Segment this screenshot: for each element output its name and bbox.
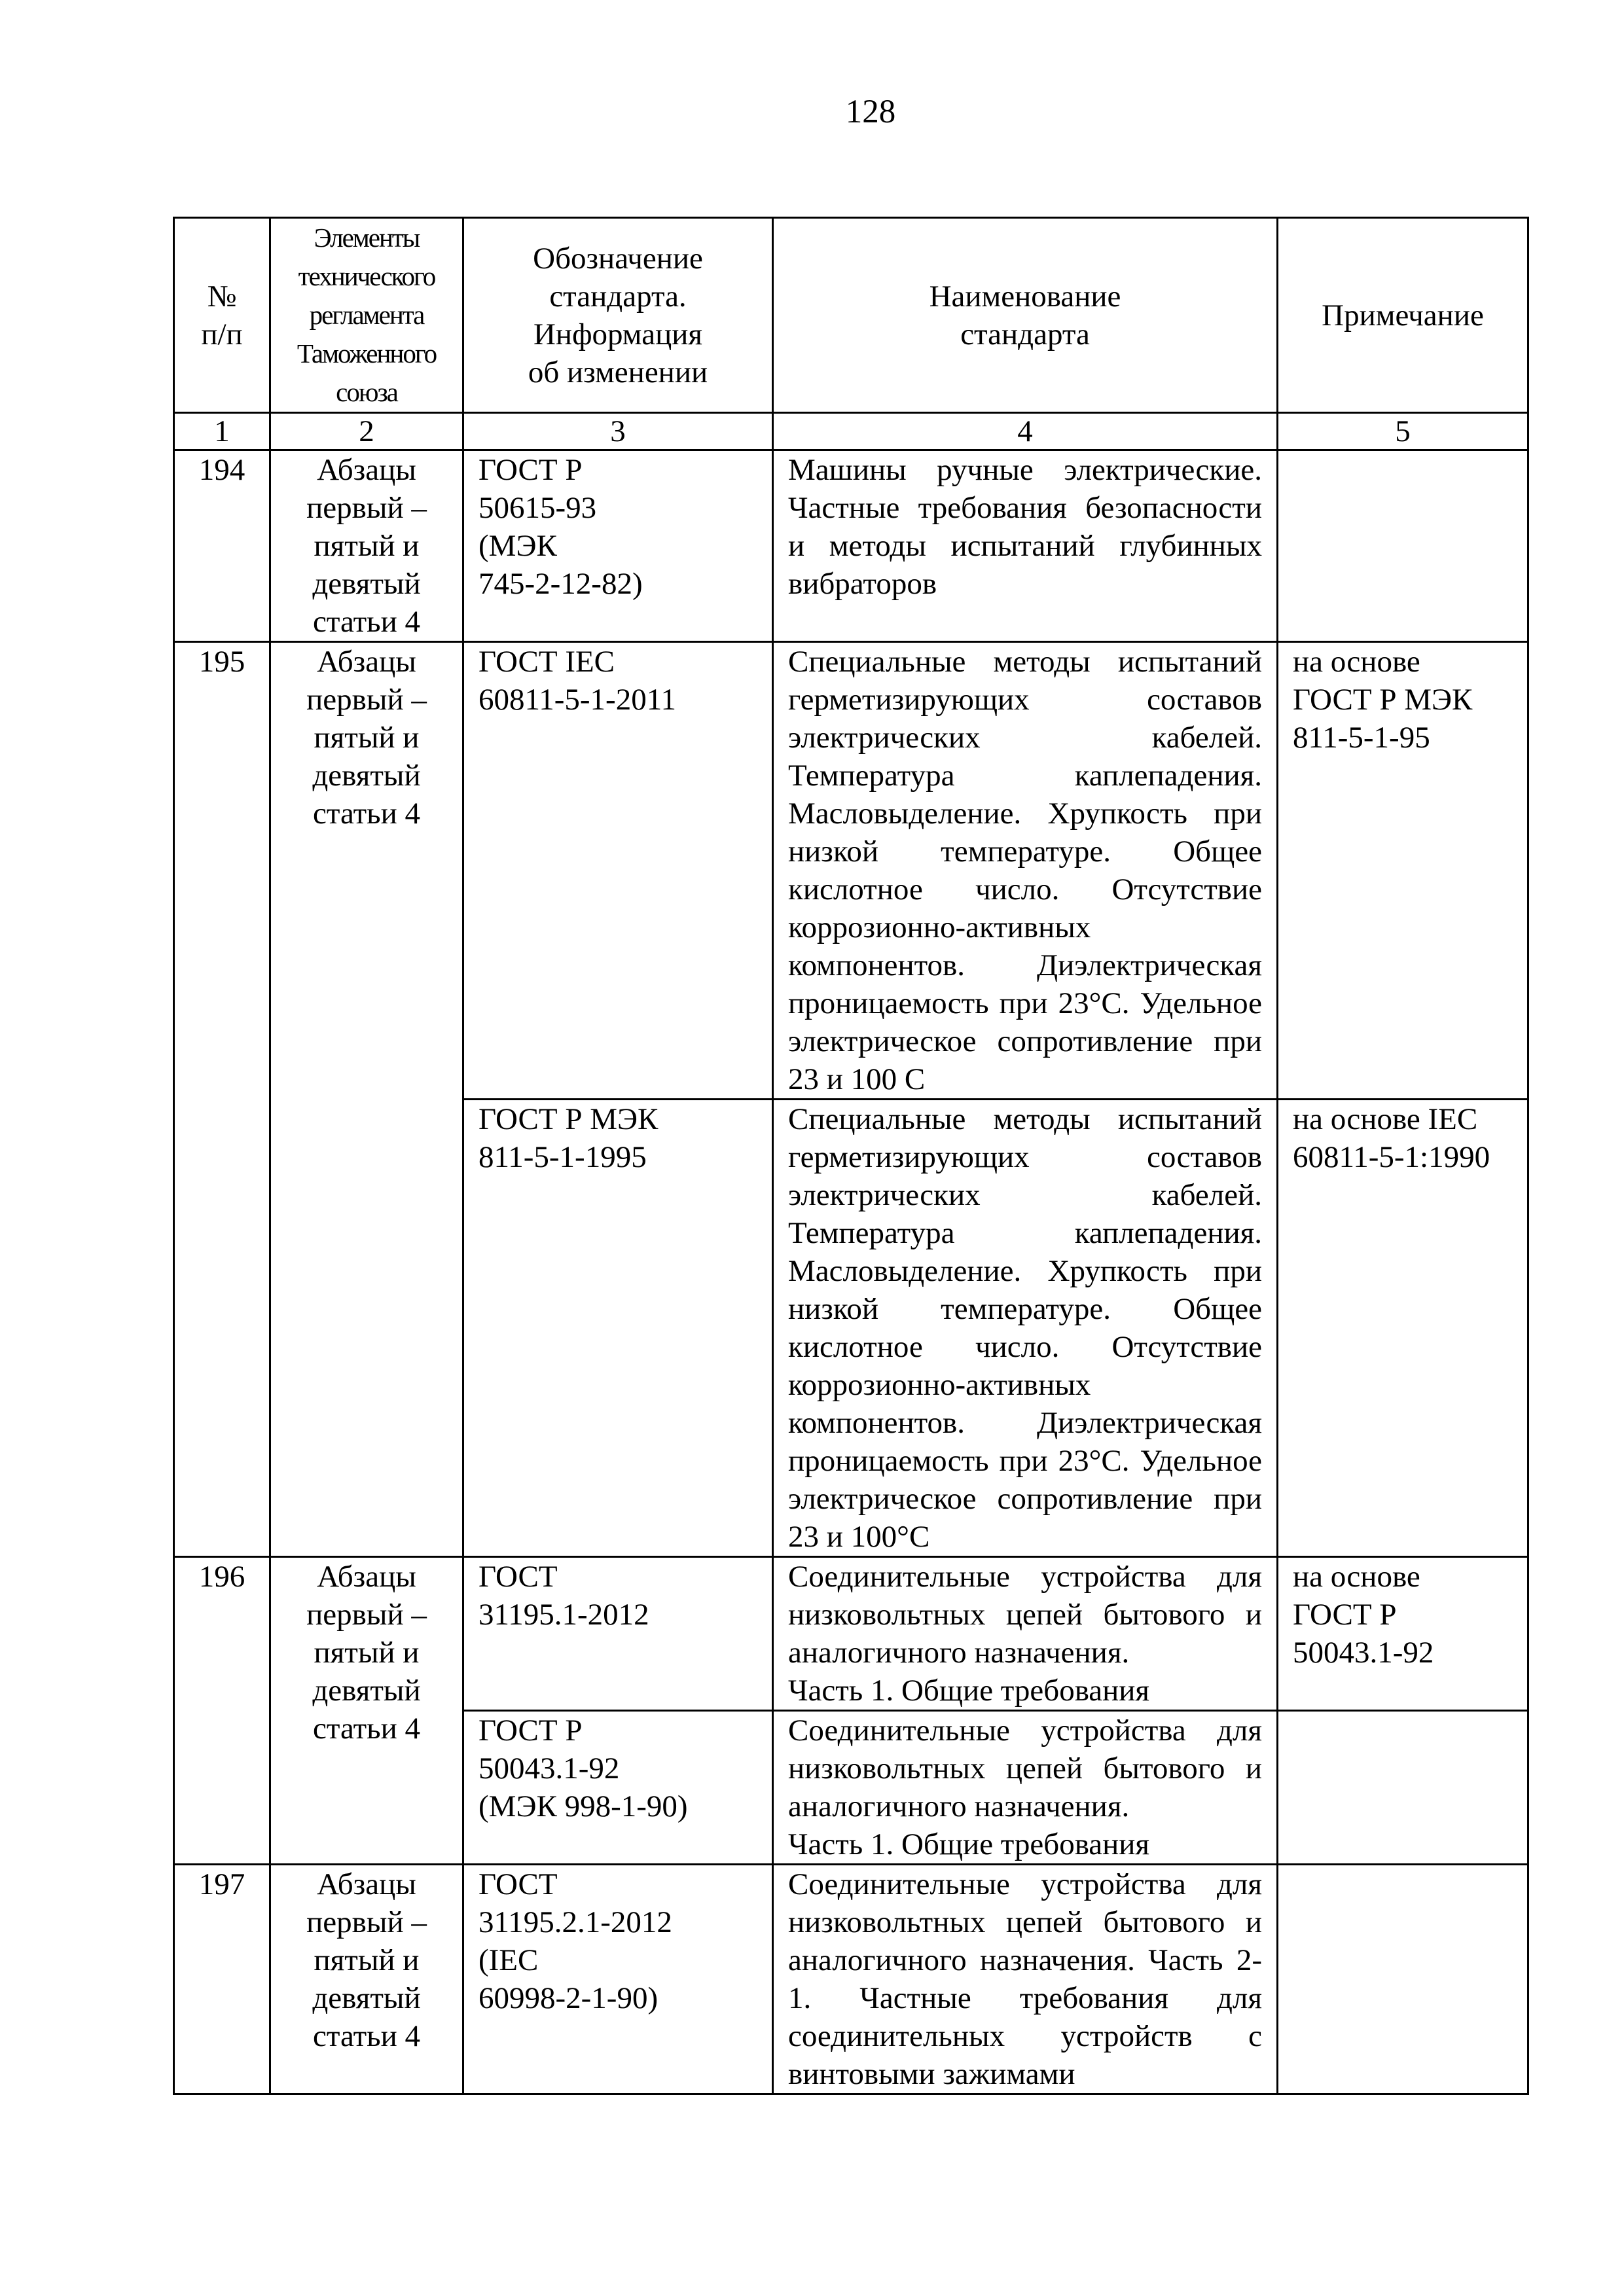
- standard-name: Машины ручные электрические. Частные требования безопасности и методы испытаний глубинных вибраторов: [773, 450, 1278, 642]
- header-designation: Обозначение стандарта. Информация об изменении: [463, 218, 773, 413]
- table-header-row: [174, 218, 1528, 413]
- table-row: [174, 450, 1528, 642]
- header-elements: Элементы технического регламента Таможенного союза: [270, 218, 463, 413]
- column-number: 1: [174, 413, 270, 450]
- row-element: Абзацы первый – пятый и девятый статьи 4: [270, 642, 463, 1557]
- row-number: 194: [174, 450, 270, 642]
- standard-name: Специальные методы испытаний герметизирующих составов электрических кабелей. Температура каплепадения. Масловыделение. Хрупкость при низкой температуре. Общее кислотное число. Отсутствие коррозионно-активных компонентов. Диэлектрическая проницаемость при 23°С. Удельное электрическое сопротивление при 23 и 100 С: [773, 642, 1278, 1100]
- column-number: 2: [270, 413, 463, 450]
- header-note: Примечание: [1278, 218, 1528, 413]
- page-number: 128: [845, 94, 896, 130]
- standard-code: ГОСТ IEC 60811-5-1-2011: [463, 642, 773, 1100]
- table-row: [174, 642, 1528, 1100]
- column-numbers-row: [174, 413, 1528, 450]
- column-number: 3: [463, 413, 773, 450]
- row-element: Абзацы первый – пятый и девятый статьи 4: [270, 1865, 463, 2094]
- standard-note: на основе ГОСТ Р МЭК 811-5-1-95: [1278, 642, 1528, 1100]
- standard-code: ГОСТ Р 50615-93 (МЭК 745-2-12-82): [463, 450, 773, 642]
- standard-note: на основе ГОСТ Р 50043.1-92: [1278, 1557, 1528, 1711]
- header-number: № п/п: [174, 218, 270, 413]
- table-row: [174, 1557, 1528, 1711]
- row-number: 196: [174, 1557, 270, 1865]
- header-standard-name: Наименование стандарта: [773, 218, 1278, 413]
- standard-note: [1278, 1865, 1528, 2094]
- standard-note: на основе IEC 60811-5-1:1990: [1278, 1100, 1528, 1557]
- row-number: 195: [174, 642, 270, 1557]
- table-row: [174, 1865, 1528, 2094]
- row-element: Абзацы первый – пятый и девятый статьи 4: [270, 450, 463, 642]
- standard-note: [1278, 450, 1528, 642]
- standards-table: [173, 217, 1529, 2095]
- standard-name: Соединительные устройства для низковольтных цепей бытового и аналогичного назначения. Часть 1. Общие требования: [773, 1711, 1278, 1865]
- row-number: 197: [174, 1865, 270, 2094]
- standard-name: Соединительные устройства для низковольтных цепей бытового и аналогичного назначения. Часть 2-1. Частные требования для соединительных устройств с винтовыми зажимами: [773, 1865, 1278, 2094]
- column-number: 4: [773, 413, 1278, 450]
- standard-code: ГОСТ Р МЭК 811-5-1-1995: [463, 1100, 773, 1557]
- standard-note: [1278, 1711, 1528, 1865]
- standard-code: ГОСТ 31195.2.1-2012 (IEC 60998-2-1-90): [463, 1865, 773, 2094]
- standard-code: ГОСТ 31195.1-2012: [463, 1557, 773, 1711]
- standard-name: Соединительные устройства для низковольтных цепей бытового и аналогичного назначения. Часть 1. Общие требования: [773, 1557, 1278, 1711]
- column-number: 5: [1278, 413, 1528, 450]
- row-element: Абзацы первый – пятый и девятый статьи 4: [270, 1557, 463, 1865]
- standard-name: Специальные методы испытаний герметизирующих составов электрических кабелей. Температура каплепадения. Масловыделение. Хрупкость при низкой температуре. Общее кислотное число. Отсутствие коррозионно-активных компонентов. Диэлектрическая проницаемость при 23°С. Удельное электрическое сопротивление при 23 и 100°С: [773, 1100, 1278, 1557]
- standard-code: ГОСТ Р 50043.1-92 (МЭК 998-1-90): [463, 1711, 773, 1865]
